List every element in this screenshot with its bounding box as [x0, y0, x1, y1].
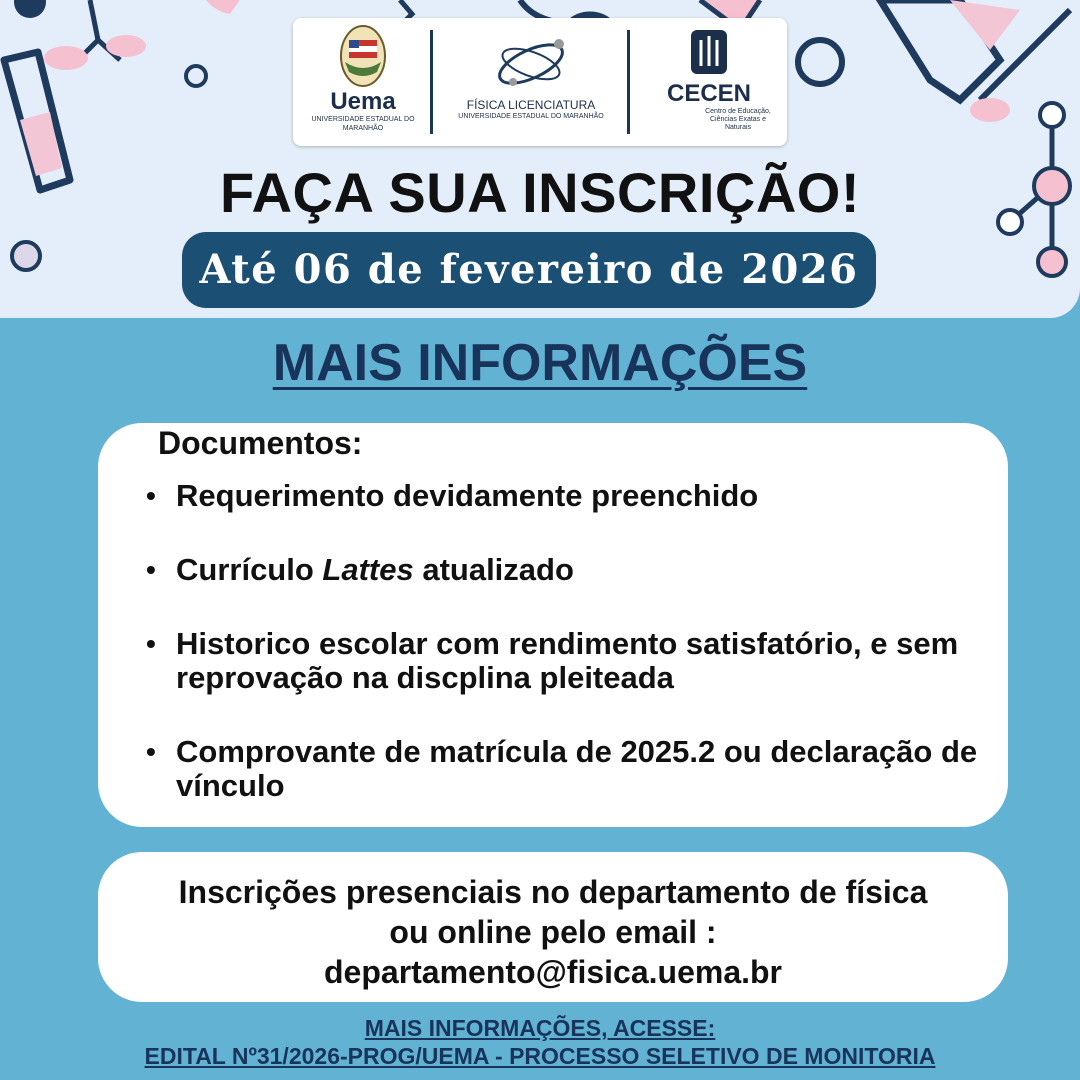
list-item-text-after: atualizado: [413, 552, 574, 587]
leaf-icon: [970, 98, 1010, 122]
enrollment-line1: Inscrições presenciais no departamento de física: [178, 874, 928, 910]
uema-name: Uema: [330, 88, 396, 115]
fisica-subtitle: UNIVERSIDADE ESTADUAL DO MARANHÃO: [458, 113, 604, 120]
documents-heading: Documentos:: [158, 425, 363, 461]
logo-divider: [430, 30, 433, 134]
list-item: [146, 479, 986, 513]
atom-icon: [1040, 103, 1064, 127]
bullet-icon: •: [146, 480, 156, 511]
footer-line2[interactable]: EDITAL Nº31/2026-PROG/UEMA - PROCESSO SELETIVO DE MONITORIA: [144, 1043, 936, 1069]
list-item-text-before: Currículo: [176, 552, 323, 587]
uema-subtitle: UNIVERSIDADE ESTADUAL DO MARANHÃO: [311, 116, 415, 132]
fisica-logo: [441, 18, 621, 146]
list-item-text: Historico escolar com rendimento satisfatório, e sem reprovação na discplina pleiteada: [176, 626, 959, 695]
enrollment-line2: ou online pelo email :: [389, 914, 717, 950]
documents-list: [146, 479, 986, 843]
cecen-name: CECEN: [666, 80, 751, 107]
bullet-icon: •: [146, 736, 156, 767]
leaf-icon: [44, 46, 88, 70]
enrollment-email[interactable]: departamento@fisica.uema.br: [324, 954, 782, 990]
fisica-title: FÍSICA LICENCIATURA: [466, 98, 596, 112]
circle-icon: [12, 242, 40, 270]
list-item-text: Comprovante de matrícula de 2025.2 ou declaração de vínculo: [176, 734, 978, 803]
footer-notice: [0, 1014, 1080, 1070]
list-item: [146, 553, 986, 587]
leaf-icon: [106, 35, 146, 57]
bullet-icon: •: [146, 554, 156, 585]
gear-icon: [14, 0, 46, 18]
list-item: [146, 735, 986, 803]
cecen-emblem-icon: [639, 18, 779, 78]
uema-logo: [303, 18, 423, 146]
header-band: [0, 0, 1080, 318]
cecen-subtitle: Centro de Educação, Ciências Exatas e Naturais: [705, 108, 771, 131]
cecen-logo: [639, 18, 779, 146]
documents-card: [98, 423, 1008, 827]
footer-line1: MAIS INFORMAÇÕES, ACESSE:: [364, 1015, 716, 1041]
atom-icon: [1038, 248, 1066, 276]
list-item-text: Requerimento devidamente preenchido: [176, 478, 759, 513]
list-item-text-italic: Lattes: [322, 552, 414, 587]
bullet-icon: •: [146, 628, 156, 659]
list-item: [146, 627, 986, 695]
atom-orbit-icon: [441, 18, 621, 98]
uema-seal-icon: [303, 22, 423, 92]
logo-bar: [293, 18, 787, 146]
deadline-badge: Até 06 de fevereiro de 2026: [182, 232, 876, 308]
enrollment-card: [98, 852, 1008, 1002]
circle-icon: [798, 40, 842, 84]
logo-divider: [627, 30, 630, 134]
section-title: MAIS INFORMAÇÕES: [272, 334, 808, 392]
circle-icon: [186, 66, 206, 86]
headline: FAÇA SUA INSCRIÇÃO!: [219, 161, 861, 224]
